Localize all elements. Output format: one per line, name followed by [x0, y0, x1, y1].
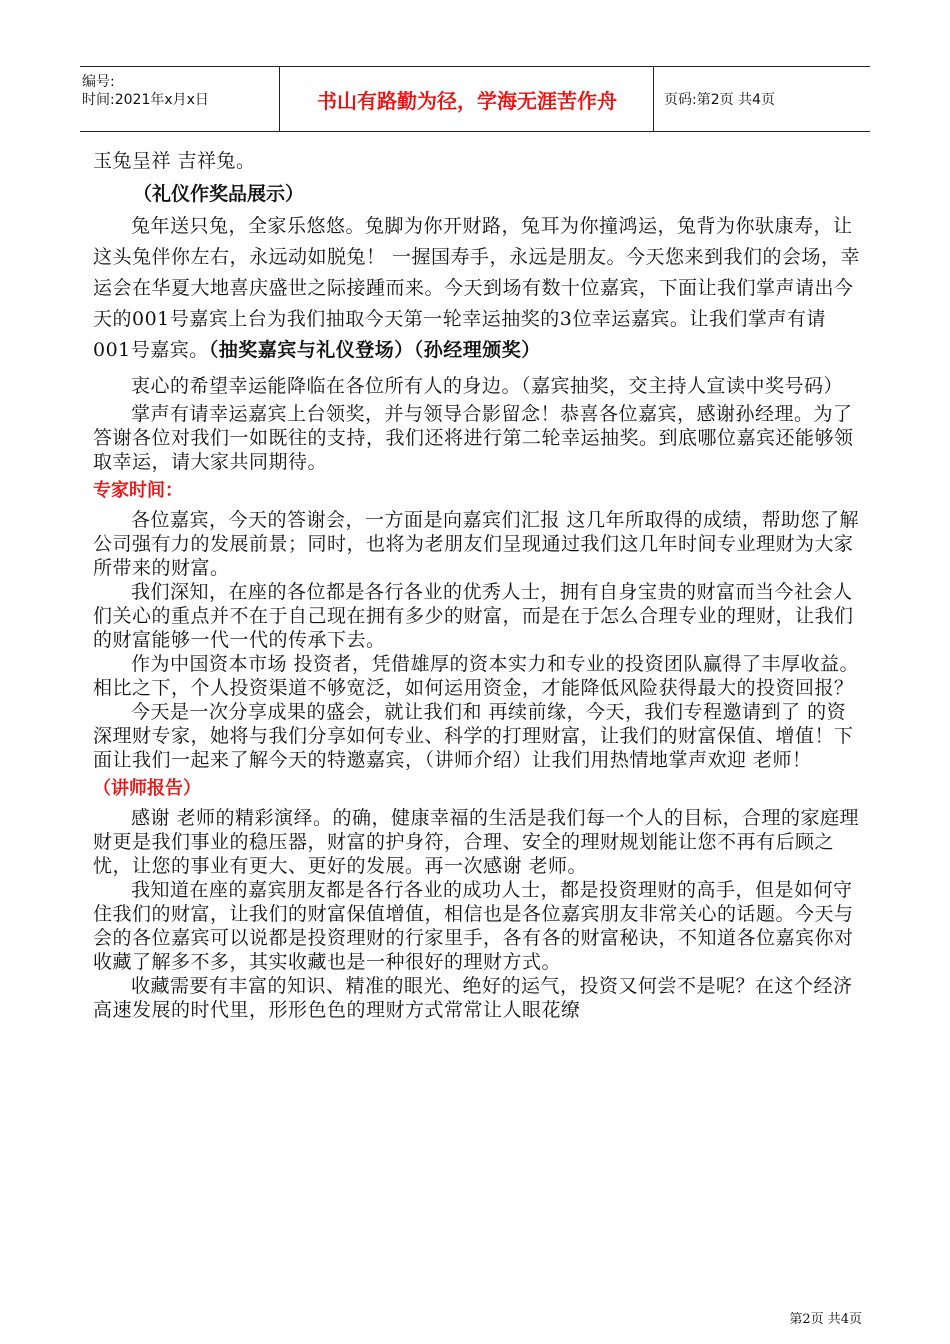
paragraph-3: 衷心的希望幸运能降临在各位所有人的身边。（嘉宾抽奖，交主持人宣读中奖号码）	[131, 375, 844, 397]
header-meta	[80, 67, 280, 131]
paragraph-8: 今天是一次分享成果的盛会，就让我们和 再续前缘，今天，我们专程邀请到了 的资深理财专家，她将与我们分享如何专业、科学的打理财富，让我们的财富保值、增值！下面让我们一起来了解今天的特邀嘉宾，（讲师介绍）让我们用热情地掌声欢迎 老师！	[93, 701, 854, 771]
footer-page-number: 第2页 共4页	[789, 1312, 862, 1327]
paragraph-6: 我们深知，在座的各位都是各行各业的优秀人士，拥有自身宝贵的财富而当今社会人们关心的重点并不在于自己现在拥有多少的财富，而是在于怎么合理专业的理财，让我们的财富能够一代一代的传承下去。	[93, 581, 854, 651]
paragraph-2-bold: （抽奖嘉宾与礼仪登场）（孙经理颁奖）	[208, 339, 541, 361]
document-time-label: 时间:2021年x月x日	[82, 92, 209, 108]
header-motto: 书山有路勤为径，学海无涯苦作舟	[281, 67, 654, 131]
paragraph-10: 我知道在座的嘉宾朋友都是各行各业的成功人士，都是投资理财的高手，但是如何守住我们的财富，让我们的财富保值增值，相信也是各位嘉宾朋友非常关心的话题。今天与会的各位嘉宾可以说都是投资理财的行家里手，各有各的财富秘诀，不知道各位嘉宾你对收藏了解多不多，其实收藏也是一种很好的理财方式。	[93, 879, 854, 973]
section-lecturer-report: （讲师报告）	[93, 778, 201, 799]
paragraph-2-text: 兔年送只兔，全家乐悠悠。兔脚为你开财路，兔耳为你撞鸿运，兔背为你驮康寿，让这头兔伴你左右，永远动如脱兔！ 一握国寿手，永远是朋友。今天您来到我们的会场，幸运会在华夏大地喜庆盛世之际接踵而来。今天到场有数十位嘉宾，下面让我们掌声请出今天的001号嘉宾上台为我们抽取今天第一轮幸运抽奖的3位幸运嘉宾。让我们掌声有请001号嘉宾。	[93, 215, 861, 361]
paragraph-4: 掌声有请幸运嘉宾上台领奖，并与领导合影留念！恭喜各位嘉宾，感谢孙经理。为了答谢各位对我们一如既往的支持，我们还将进行第二轮幸运抽奖。到底哪位嘉宾还能够领取幸运，请大家共同期待。	[93, 403, 854, 473]
document-body	[93, 146, 863, 1022]
page-header	[80, 66, 870, 132]
paragraph-7: 作为中国资本市场 投资者，凭借雄厚的资本实力和专业的投资团队赢得了丰厚收益。相比之下，个人投资渠道不够宽泛，如何运用资金，才能降低风险获得最大的投资回报？	[93, 653, 860, 699]
paragraph-2	[93, 211, 863, 366]
document-number-label: 编号:	[82, 74, 115, 90]
heading-gift-display: （礼仪作奖品展示）	[133, 183, 305, 205]
section-expert-time: 专家时间：	[93, 480, 183, 501]
paragraph-5: 各位嘉宾，今天的答谢会，一方面是向嘉宾们汇报 这几年所取得的成绩，帮助您了解公司强有力的发展前景；同时，也将为老朋友们呈现通过我们这几年时间专业理财为大家所带来的财富。	[93, 509, 860, 579]
header-page-number: 页码:第2页 共4页	[664, 92, 775, 108]
paragraph-11: 收藏需要有丰富的知识、精准的眼光、绝好的运气，投资又何尝不是呢？在这个经济高速发展的时代里，形形色色的理财方式常常让人眼花缭	[93, 975, 853, 1021]
paragraph-1: 玉兔呈祥 吉祥兔。	[93, 150, 256, 172]
paragraph-9: 感谢 老师的精彩演绎。的确，健康幸福的生活是我们每一个人的目标，合理的家庭理财更是我们事业的稳压器，财富的护身符，合理、安全的理财规划能让您不再有后顾之忧，让您的事业有更大、更好的发展。再一次感谢 老师。	[93, 807, 860, 877]
